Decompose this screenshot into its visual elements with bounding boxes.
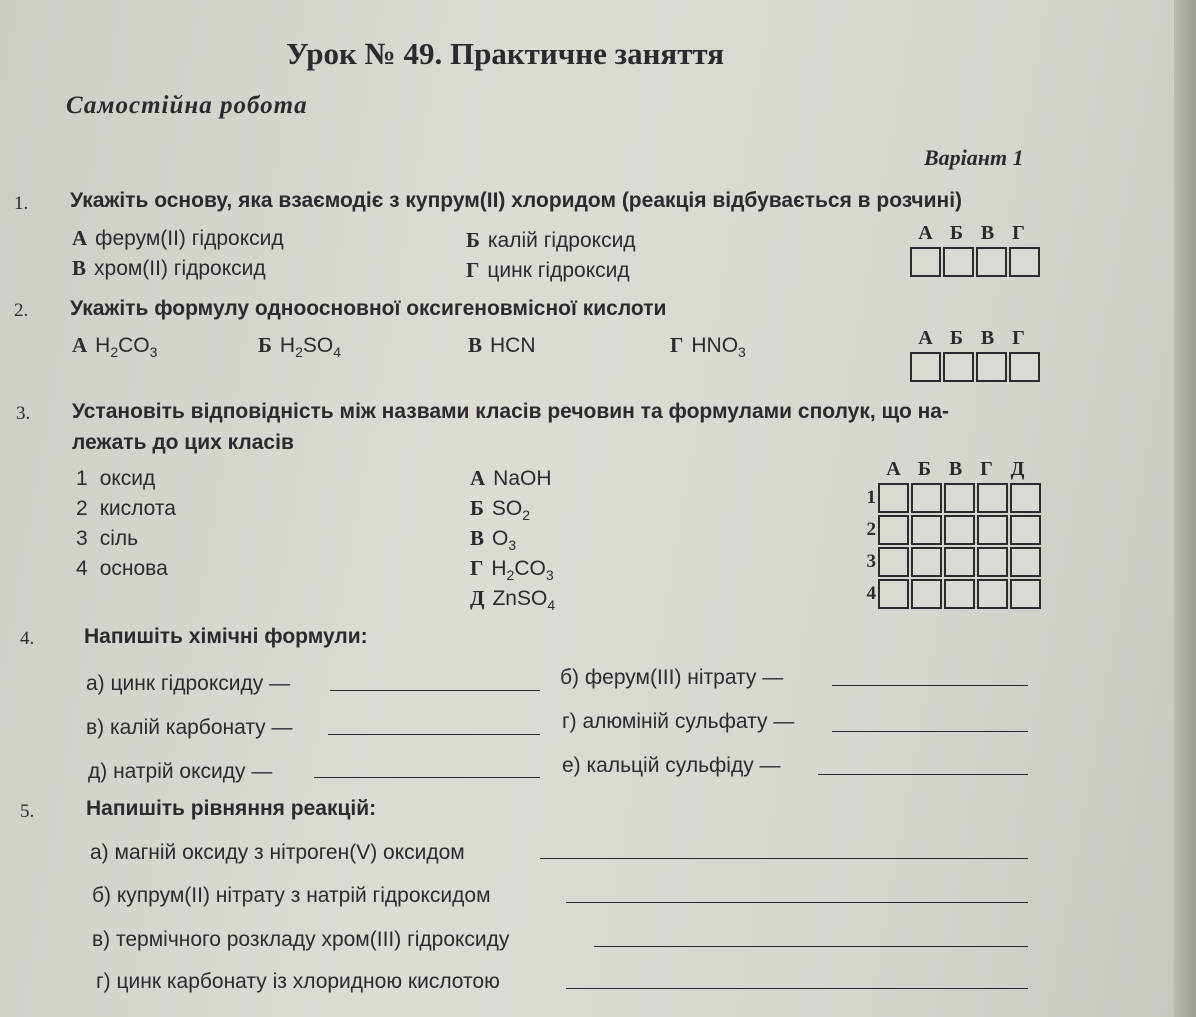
q5-answer-line-a[interactable]	[540, 858, 1028, 859]
q4-answer-line-e[interactable]	[818, 774, 1028, 775]
q3-left-item-1: 1 оксид	[76, 467, 156, 490]
grid-row-label: 4	[866, 583, 876, 604]
grid-col-label: Б	[949, 222, 964, 244]
q4-answer-line-b[interactable]	[832, 685, 1028, 686]
grid-col-label: А	[918, 222, 933, 244]
answer-checkbox[interactable]	[944, 483, 975, 513]
answer-checkbox[interactable]	[1010, 483, 1041, 513]
grid-col-label: А	[886, 458, 901, 480]
section-subtitle: Самостійна робота	[66, 92, 308, 119]
answer-checkbox[interactable]	[944, 547, 975, 577]
lesson-title: Урок № 49. Практичне заняття	[286, 36, 725, 71]
q3-right-item-b: Б $SO_2$	[470, 496, 531, 524]
question-3-text-line-2: лежать до цих класів	[72, 431, 294, 454]
grid-row-label: 1	[866, 487, 876, 508]
q2-answer-grid	[910, 327, 1042, 382]
answer-checkbox[interactable]	[1010, 515, 1041, 545]
grid-col-label: Б	[949, 327, 964, 349]
question-2-text: Укажіть формулу одноосновної оксигеновмісної кислоти	[70, 297, 667, 320]
answer-checkbox[interactable]	[878, 515, 909, 545]
answer-checkbox[interactable]	[878, 547, 909, 577]
question-5-number: 5.	[20, 801, 35, 822]
q5-item-b: б) купрум(II) нітрату з натрій гідроксидом	[92, 884, 491, 907]
q4-item-v: в) калій карбонату —	[86, 716, 293, 739]
question-1-number: 1.	[14, 193, 29, 214]
q1-option-v[interactable]: В хром(II) гідроксид	[72, 256, 266, 280]
answer-checkbox[interactable]	[976, 247, 1007, 277]
q3-left-item-3: 3 сіль	[76, 527, 139, 550]
q2-option-b[interactable]: Б $H_2SO_4$	[258, 333, 341, 361]
q3-right-item-g: Г $H_2CO_3$	[470, 556, 554, 584]
answer-checkbox[interactable]	[1009, 247, 1040, 277]
q3-left-item-2: 2 кислота	[76, 497, 176, 520]
grid-row-label: 2	[866, 519, 876, 540]
grid-col-label: А	[918, 327, 933, 349]
page-edge-shadow	[1174, 0, 1196, 1017]
answer-checkbox[interactable]	[943, 352, 974, 382]
question-3-number: 3.	[16, 403, 31, 424]
answer-checkbox[interactable]	[910, 352, 941, 382]
q4-answer-line-g[interactable]	[832, 731, 1028, 732]
grid-col-label: В	[980, 222, 995, 244]
q3-right-item-v: В $O_3$	[470, 526, 517, 554]
answer-checkbox[interactable]	[944, 579, 975, 609]
answer-checkbox[interactable]	[976, 352, 1007, 382]
q5-answer-line-v[interactable]	[594, 946, 1028, 947]
variant-label: Варіант 1	[924, 145, 1024, 170]
q3-answer-grid	[856, 458, 1043, 609]
q1-option-b[interactable]: Б калій гідроксид	[466, 228, 636, 252]
answer-checkbox[interactable]	[1010, 547, 1041, 577]
question-4-text: Напишіть хімічні формули:	[84, 625, 368, 648]
q1-answer-grid	[910, 222, 1042, 277]
answer-checkbox[interactable]	[944, 515, 975, 545]
q3-left-item-4: 4 основа	[76, 557, 168, 580]
grid-col-label: Г	[980, 458, 993, 480]
q4-item-g: г) алюміній сульфату —	[562, 710, 795, 733]
q4-item-a: а) цинк гідроксиду —	[86, 672, 291, 695]
grid-col-label: Г	[1012, 327, 1025, 349]
q4-item-e: е) кальцій сульфіду —	[562, 754, 781, 777]
q5-item-a: а) магній оксиду з нітроген(V) оксидом	[90, 841, 465, 864]
answer-checkbox[interactable]	[977, 483, 1008, 513]
answer-checkbox[interactable]	[1010, 579, 1041, 609]
q4-item-d: д) натрій оксиду —	[88, 760, 273, 783]
answer-checkbox[interactable]	[878, 483, 909, 513]
q1-option-g[interactable]: Г цинк гідроксид	[466, 258, 630, 282]
grid-col-label: В	[948, 458, 963, 480]
q2-option-a[interactable]: А $H_2CO_3$	[72, 333, 158, 361]
q4-answer-line-v[interactable]	[328, 734, 540, 735]
q1-option-a[interactable]: А ферум(II) гідроксид	[72, 226, 284, 250]
answer-checkbox[interactable]	[977, 579, 1008, 609]
q2-option-g[interactable]: Г $HNO_3$	[670, 333, 746, 361]
answer-checkbox[interactable]	[943, 247, 974, 277]
question-1-text: Укажіть основу, яка взаємодіє з купрум(II) хлоридом (реакція відбувається в розчині)	[70, 189, 963, 212]
q5-answer-line-b[interactable]	[566, 902, 1028, 903]
grid-row-label: 3	[866, 551, 876, 572]
q4-answer-line-a[interactable]	[330, 690, 540, 691]
answer-checkbox[interactable]	[911, 515, 942, 545]
question-5-text: Напишіть рівняння реакцій:	[86, 797, 377, 820]
question-2-number: 2.	[14, 300, 29, 321]
answer-checkbox[interactable]	[977, 547, 1008, 577]
question-4-number: 4.	[20, 628, 35, 649]
answer-checkbox[interactable]	[911, 483, 942, 513]
q3-right-item-a: А NaOH	[470, 466, 552, 490]
q2-option-v[interactable]: В HCN	[468, 333, 536, 357]
grid-col-label: Д	[1010, 458, 1025, 480]
q5-item-v: в) термічного розкладу хром(III) гідроксиду	[92, 928, 510, 951]
q5-item-g: г) цинк карбонату із хлоридною кислотою	[96, 970, 500, 993]
grid-col-label: В	[980, 327, 995, 349]
grid-col-label: Б	[917, 458, 932, 480]
question-3-text-line-1: Установіть відповідність між назвами класів речовин та формулами сполук, що на-	[72, 400, 949, 423]
answer-checkbox[interactable]	[1009, 352, 1040, 382]
answer-checkbox[interactable]	[911, 547, 942, 577]
answer-checkbox[interactable]	[977, 515, 1008, 545]
answer-checkbox[interactable]	[878, 579, 909, 609]
q5-answer-line-g[interactable]	[566, 988, 1028, 989]
q4-answer-line-d[interactable]	[314, 777, 540, 778]
answer-checkbox[interactable]	[910, 247, 941, 277]
q4-item-b: б) ферум(III) нітрату —	[560, 666, 784, 689]
answer-checkbox[interactable]	[911, 579, 942, 609]
q3-right-item-d: Д ZnSO$_4$	[470, 586, 556, 614]
grid-col-label: Г	[1012, 222, 1025, 244]
